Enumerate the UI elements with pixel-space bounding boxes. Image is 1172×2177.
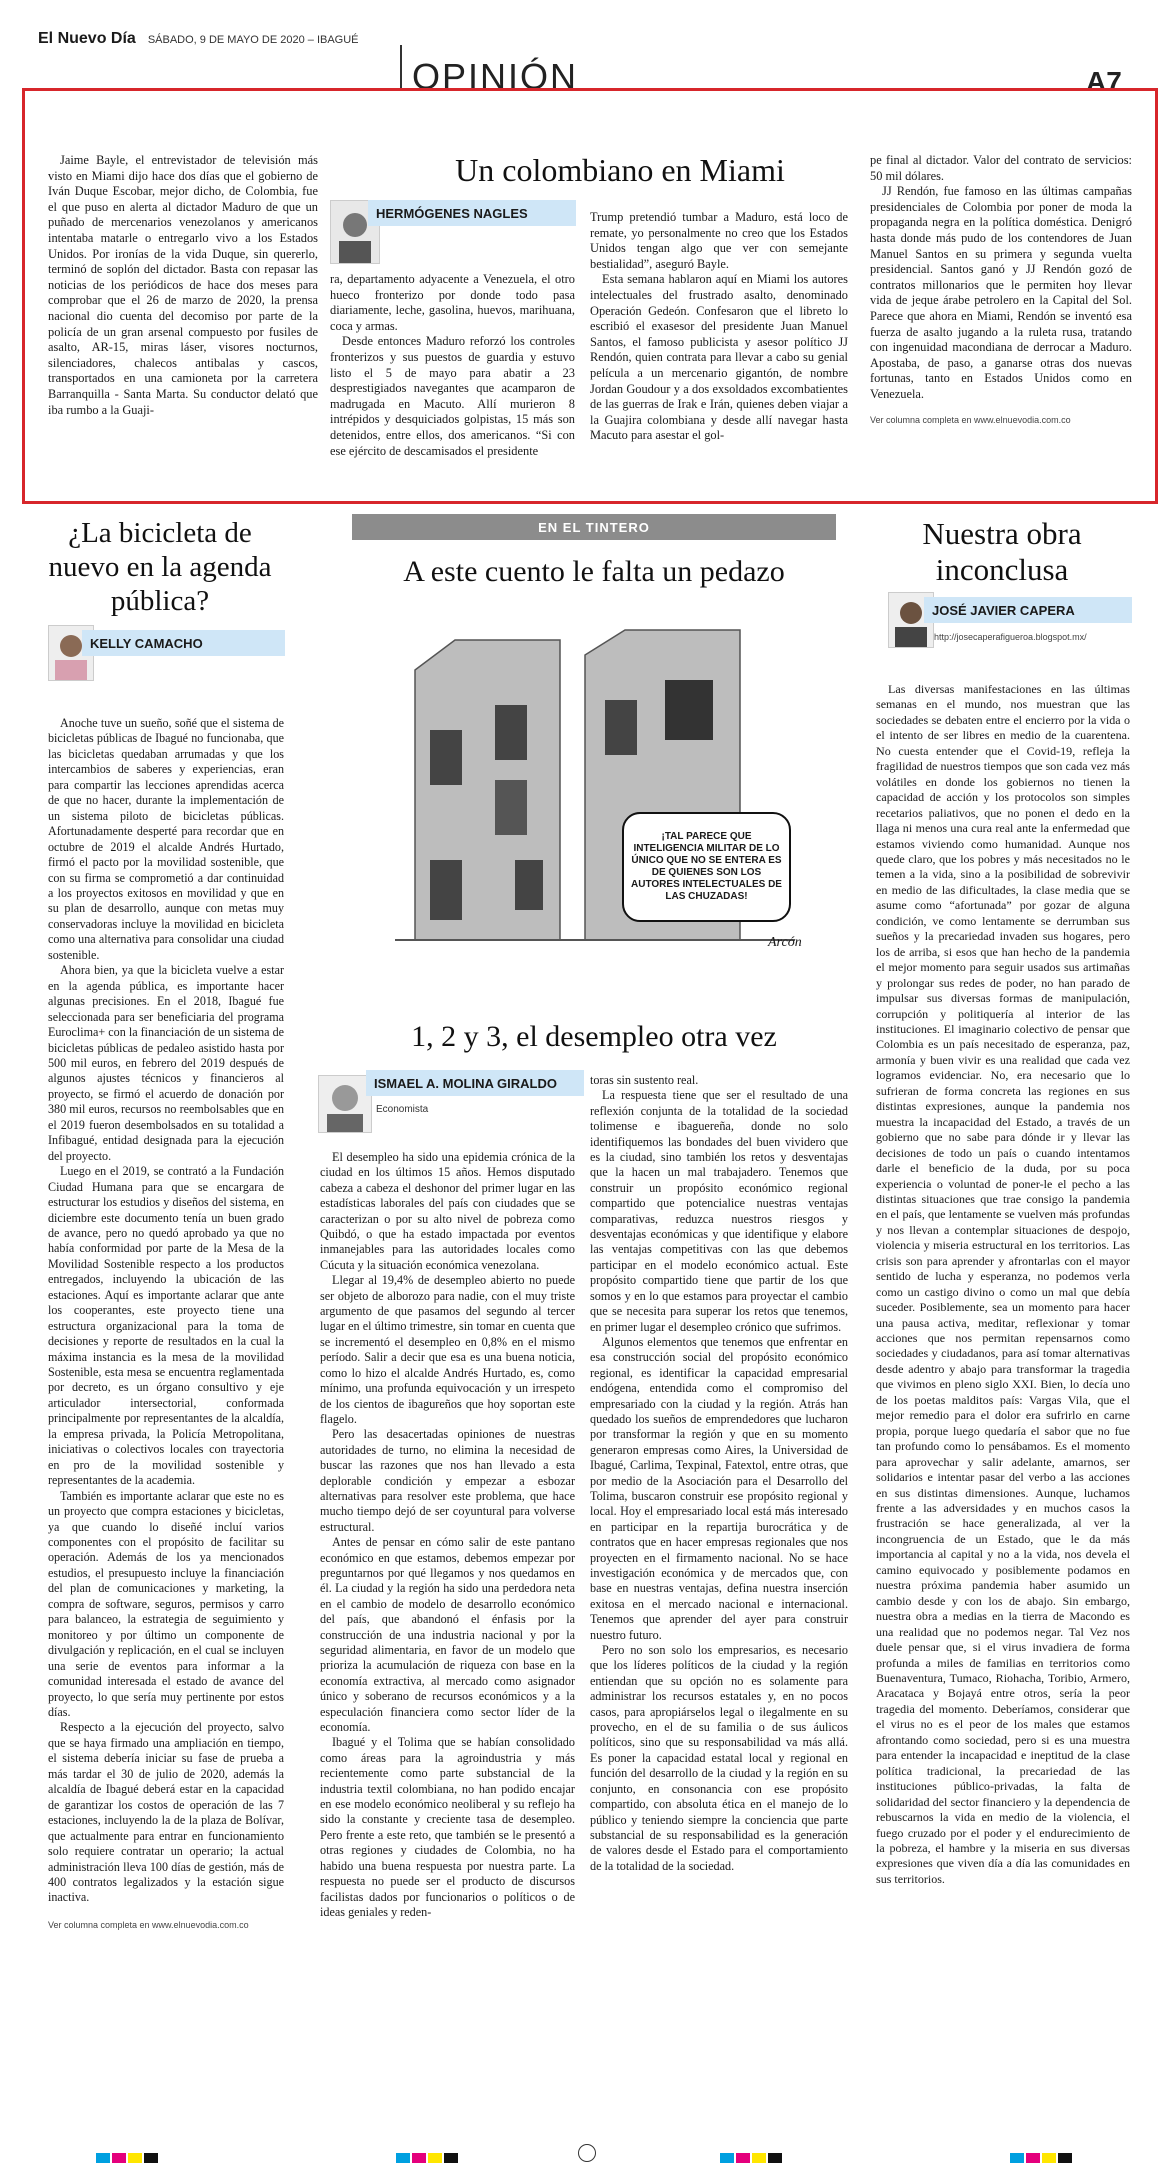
tintero-title: A este cuento le falta un pedazo (403, 555, 785, 588)
cartoon-signature: Arcón (768, 935, 802, 950)
article3-col2 (590, 1073, 848, 1874)
paragraph: El desempleo ha sido una epidemia crónica de la ciudad en los últimos 15 años. Hemos disputado cabeza a cabeza el deshonor del primer lugar en las estadísticas laborales del país con ciudades que se caracterizan o por su alto nivel de pobreza como Quibdó, o que ha estado impactada por eventos inmanejables para las autoridades locales como Cúcuta y la situación económica venezolana. (320, 1150, 575, 1272)
article4-author (924, 597, 1132, 623)
more-link[interactable]: Ver columna completa en www.elnuevodia.com.co (48, 1919, 249, 1930)
article3-col1 (320, 1150, 575, 1920)
article1-col3 (590, 210, 848, 444)
article4-body (876, 682, 1130, 1887)
section-divider-line (400, 45, 402, 90)
author-photo (318, 1075, 372, 1133)
paragraph: Antes de pensar en cómo salir de este pantano económico en que estamos, debemos empezar por preguntarnos por qué llegamos y nos quedamos en él. La ciudad y la región ha sido una perdedora neta en el cambio de modelo de desarrollo económico del país, que abandonó el énfasis por la construcción de una industria nacional y por la seguridad alimentaria, en favor de un modelo que prioriza la acumulación de riqueza con base en la economía extractiva, al mercado como asignador único y soberano de recursos económicos y a la especulación financiera como sector líder de la economía. (320, 1535, 575, 1735)
article1-col4 (870, 153, 1132, 428)
paragraph: Pero no son solo los empresarios, es necesario que los líderes políticos de la ciudad y la región entiendan que su opción no es solamente para administrar los recursos estatales y, en no pocos casos, para apropiárselos legal o ilegalmente en su provecho, en el de su familia o de sus áulicos políticos, sino que su responsabilidad va más allá. Es poner la capacidad estatal local y regional en función del desarrollo de la ciudad y la región en su conjunto, en consonancia con ese propósito compartido, con absoluta ética en el manejo de lo público y teniendo siempre la conciencia que parte substancial de su responsabilidad es la generación de valores desde el Estado para el comportamiento de la totalidad de la sociedad. (590, 1643, 848, 1873)
author-name: KELLY CAMACHO (90, 635, 203, 651)
color-registration-marks (720, 2150, 784, 2168)
color-registration-marks (396, 2150, 460, 2168)
paragraph: JJ Rendón, fue famoso en las últimas campañas presidenciales de Colombia por poner de moda la propaganda negra en la política doméstica. Denigró hasta donde más pudo de los contendores de Juan Manuel Santos en su primera y segunda vuelta presidencial. Santos ganó y JJ Rendón gozó de contratos millonarios que le permiten hoy llevar vida de jeque árabe petrolero en la Capital del Sol. Parece que ahora en Miami, Rendón se inventó esa fuerza de asalto jugando a la ruleta rusa, tratando con ingenuidad macondiana de derrocar a Maduro. Apostaba, de paso, a ganarse otras dos nuevas fortunas, tanto en Estados Unidos como en Venezuela. (870, 184, 1132, 401)
author-name: JOSÉ JAVIER CAPERA (932, 602, 1075, 618)
paragraph: Anoche tuve un sueño, soñé que el sistema de bicicletas públicas de Ibagué no funcionaba, que las bicicletas quedaban arrumadas y que los intercambios de saberes y experiencias, eran para compartir las lecciones aprendidas acerca de que no hacer, durante la implementación de un sistema piloto de bicicletas públicas. Afortunadamente desperté para recordar que en octubre de 2019 el alcalde Andrés Hurtado, firmó el pacto por la movilidad sostenible, que con su firma se comprometió a dar continuidad a los proyectos exitosos en movilidad y que en su plan de desarrollo, aunque con metas muy conservadoras incluye la movilidad en bicicleta como una alternativa para consolidar una ciudad sostenible. (48, 716, 284, 962)
article1-col1 (48, 153, 318, 418)
paragraph: La respuesta tiene que ser el resultado de una reflexión conjunta de la totalidad de la sociedad tolimense e ibaguereña, donde no solo identifiquemos las bondades del buen vividero que es la ciudad, sino también los retos y desventajas que la hacen un mal trabajadero. Tenemos que construir un propósito económico regional compartido que potencialice nuestras ventajas comparativas, reduzca nuestros riesgos y desventajas económicas y que identifique y elabore las ventajas competitivas con las que debemos participar en el modelo económico actual. Este propósito compartido tiene que partir de los que somos y en lo que estamos para proyectar el cambio que se necesita para superar los retos que tenemos, en primer lugar el desempleo crónico que sufrimos. (590, 1088, 848, 1334)
tintero-label: EN EL TINTERO (538, 519, 650, 535)
paragraph: pe final al dictador. Valor del contrato de servicios: 50 mil dólares. (870, 153, 1132, 183)
paragraph: También es importante aclarar que este no es un proyecto que compra estaciones y bicicletas, ya que cuando lo diseñé incluí varios componentes con el propósito de facilitar su operación. Además de los ya mencionados estudios, el presupuesto incluye la financiación del plan de comunicaciones y marketing, la compra de software, seguros, permisos y carro para balanceo, la estrategia de seguimiento y monitoreo y por último un componente de divulgación y replicación, en el cual se incluyen una serie de eventos para informar a la comunidad interesada el estado de avance del proyecto, lo que sería muy pertinente por estos días. (48, 1488, 284, 1719)
author-name: ISMAEL A. MOLINA GIRALDO (374, 1075, 557, 1091)
paragraph: Llegar al 19,4% de desempleo abierto no puede ser objeto de alborozo para nadie, con el muy triste argumento de que pasamos del segundo al tercer lugar en el último trimestre, sin tomar en cuenta que se incrementó el desempleo en 0,8% en el mismo período. Salir a decir que esa es una buena noticia, como lo hizo el alcalde Andrés Hurtado, es, como mínimo, una profunda equivocación y un irrespeto de los cientos de ibagureños que hoy soportan este flagelo. (320, 1273, 575, 1426)
more-link[interactable]: Ver columna completa en www.elnuevodia.com.co (870, 414, 1071, 425)
article2-author (82, 630, 285, 656)
paragraph: Pero las desacertadas opiniones de nuestras autoridades de turno, no elimina la necesidad de buscar las razones que nos han llevado a esta deplorable condición y empezar a esbozar alternativas para resolver este problema, que hace mucho tiempo dejó de ser coyuntural para volverse estructural. (320, 1427, 575, 1534)
author-role: Economista (376, 1104, 429, 1115)
newspaper-logo: El Nuevo Día (38, 30, 136, 47)
article2-title: ¿La bicicleta de nuevo en la agenda pública? (48, 517, 272, 617)
paragraph: Ibagué y el Tolima que se habían consolidado como áreas para la agroindustria y más recientemente como parte substancial de la industria textil colombiana, no han podido encajar en ese modelo económico neoliberal y su reflejo ha sido la constante y creciente tasa de desempleo. Pero frente a este reto, que también se le presentó a otras regiones y ciudades de Colombia, no ha habido una buena respuesta por nuestra parte. La respuesta no puede ser el producto de discursos facilistas dados por funcionarios o políticos o de ideas geniales y reden- (320, 1735, 575, 1919)
section-title: OPINIÓN (412, 56, 579, 97)
article1-author (368, 200, 576, 226)
paragraph: Desde entonces Maduro reforzó los controles fronterizos y sus puestos de guardia y estuvo listo el 5 de mayo para abatir a 23 desprestigiados navegantes que acamparon de madrugada en Macuto. Allí murieron 8 intrépidos y desquiciados golpistas, 15 más son detenidos, entre ellos, dos americanos. “Si con ese ejército de descamisados el presidente (330, 334, 575, 458)
crosshair-icon (578, 2144, 596, 2162)
paragraph: toras sin sustento real. (590, 1073, 699, 1087)
paragraph: Esta semana hablaron aquí en Miami los autores intelectuales del frustrado asalto, denominado Operación Gedeón. Confesaron que el libreto lo escribió el exasesor del presidente Juan Manuel Santos, el famoso publicista y asesor político JJ Rendón, quien contrata para llevar a cabo su genial película a un mercenario gigantón, de nombre Jordan Goudour y a dos exsoldados excombatientes de las guerras de Irak e Irán, quienes deben viajar a la Guajira colombiana y desde allí navegar hasta Macuto para asestar el gol- (590, 272, 848, 443)
masthead (38, 30, 1138, 52)
article1-title: Un colombiano en Miami (455, 152, 785, 188)
article3-author (366, 1070, 584, 1096)
author-blog-link[interactable]: http://josecaperafigueroa.blogspot.mx/ (934, 632, 1087, 642)
paragraph: Respecto a la ejecución del proyecto, salvo que se haya firmado una ampliación en tiempo, el sistema debería iniciar su fase de prueba a más tardar el 30 de julio de 2020, además la alcaldía de Ibagué deberá estar en la capacidad de garantizar los costos de operación de las 7 estaciones, incluyendo la de la plaza de Bolívar, que actualmente para entrar en funcionamiento solo requiere contratar un operario; la actual administración lleva 100 días de gestión, más de 400 contratos legalizados y la estación sigue inactiva. (48, 1720, 284, 1905)
speech-bubble (622, 812, 791, 922)
tintero-label-bar (352, 514, 836, 540)
paragraph: Algunos elementos que tenemos que enfrentar en esa construcción social del propósito económico regional, es identificar la capacidad empresarial endógena, entendida como el compromiso del empresariado con la ciudad y la región. Atrás han quedado los sueños de emprendedores que lucharon por transformar la región y que en su momento generaron empresas como Aires, la Universidad de Ibagué, Carlima, Texpinal, Fatextol, entre otras, que por medio de la Asociación para el Desarrollo del Tolima, buscaron construir ese propósito regional y local. Hoy el empresariado local está más interesado en participar en la repartija burocrática y de contratos que en hacer empresas regionales que nos proyecten en el firmamento nacional. No se hace investigación económica y de mercados que, con base en nuestras ventajas, defina nuestra inserción exitosa en el mercado nacional e internacional. Tenemos que aprender del ayer para construir nuestro futuro. (590, 1334, 848, 1642)
color-registration-marks (96, 2150, 160, 2168)
paragraph: Luego en el 2019, se contrató a la Fundación Ciudad Humana para que se encargara de estructurar los estudios y diseños del sistema, en diciembre este documento tenía un buen grado de avance, pero no quedó aprobado ya que no había conformidad por parte de la Mesa de la Movilidad Sostenible respecto a los productos entregados, incluyendo la ubicación de las estaciones. Aquí es importante aclarar que ante los cooperantes, este proyecto tiene una estructura organizacional para la toma de decisiones y reporte de resultados en la cual la máxima instancia es la mesa de la movilidad Sostenible, esta mesa se encuentra reglamentada por decreto, es un órgano consultivo y eje articulador intersectorial, conformada principalmente por representantes de la alcaldía, la empresa privada, la Policía Metropolitana, iniciativas o colectivos locales con trayectoria en pro de la movilidad sostenible y representantes de la academia. (48, 1164, 284, 1488)
author-name: HERMÓGENES NAGLES (376, 205, 528, 221)
speech-bubble-text: ¡TAL PARECE QUE INTELIGENCIA MILITAR DE LO ÚNICO QUE NO SE ENTERA ES DE QUIENES SON LOS AUTORES INTELECTUALES DE LAS CHUZADAS! (631, 831, 782, 902)
article2-body (48, 716, 284, 1933)
paragraph: Jaime Bayle, el entrevistador de televisión más visto en Miami dijo hace dos días que el gobierno de Iván Duque Escobar, mejor dicho, de Colombia, fue el que puso en alerta al dictador Maduro de que un puñado de mercenarios venezolanos y americanos intentaba matarle o entregarlo vivo a los Estados Unidos. Por ironías de la vida Duque, sin quererlo, terminó de soplón del dictador. Basta con repasar las noticias de los periódicos de hace dos meses para comprobar que el 26 de marzo de 2020, la prensa nacional dio cuenta del decomiso por parte de la policía de un gran arsenal compuesto por fusiles de asalto, AR-15, miras láser, visores nocturnos, silenciadores, chalecos antibalas y cascos, transportados en una camioneta por la carretera Barranquilla - Santa Marta. Su conductor delató que iba rumbo a la Guaji- (48, 153, 318, 417)
paragraph: Ahora bien, ya que la bicicleta vuelve a estar en la agenda pública, es importante hacer algunas precisiones. En el 2018, Ibagué fue seleccionada para ser beneficiaria del programa Euroclima+ con la financiación de un sistema de bicicletas públicas de pedaleo asistido hasta por 500 mil euros, en febrero del 2019 después de algunos ajustes técnicos y financieros al proyecto, se firmó el acuerdo de donación por 380 mil euros, recursos no reembolsables que en el 2019 fueron desembolsados en su totalidad a Infibagué, entidad designada para la ejecución del proyecto. (48, 963, 284, 1163)
article4-title: Nuestra obra inconclusa (922, 516, 1082, 587)
color-registration-marks (1010, 2150, 1074, 2168)
issue-date: SÁBADO, 9 DE MAYO DE 2020 – IBAGUÉ (147, 34, 359, 46)
page-number: A7 (1086, 66, 1122, 97)
article3-title: 1, 2 y 3, el desempleo otra vez (411, 1020, 777, 1053)
paragraph: Las diversas manifestaciones en las últimas semanas en el mundo, nos muestran que las sociedades se debaten entre el encierro por la vida o el intento de ser libres en medio de la cuarentena. No cuesta entender que el Covid-19, refleja la fragilidad de nuestros tiempos que son cada vez más volátiles en donde los gobiernos no tienen la capacidad de acción y los protocolos son simples recetarios paliativos, que no ponen el dedo en la llaga ni menos una cura real ante la enfermedad que estamos viviendo como humanidad. Aunque nos quede claro, que los pobres y más necesitados no le temen a la vida, sino a la posibilidad de sobrevivir en medio de las dificultades, la clase media que se asume como “afortunada” por gozar de alguna condición, ve como lentamente se derrumban sus sueños y la precariedad invaden sus hogares, pero los de arriba, si esos que han hecho de la pandemia el mejor momento para seguir usados sus artimañas y prolongar sus redes de poder, no han parado de impulsar sus diversas formas de manipulación, corrupción y politiquería al interior de las instituciones. El imaginario colectivo de pensar que Colombia es un país necesitado de esperanza, paz, armonía y buen vivir es una realidad que cada vez logramos evidenciar. No, era necesario que lo sufrieran de forma concreta las regiones en sus distintas expresiones, aunque la pandemia nos muestra la incapacidad del Estado, a través de un gobierno que no sabe para dónde ir y llevar las decisiones de todo un país o cuando intentamos darle el beneficio de la duda, por su poca experiencia o voluntad de poner-le el pecho a las distintas situaciones que trae consigo la pandemia en el país, que lentamente se vuelven más profundas y nos llevan a contemplar situaciones de despojo, violencia y miseria estructural en los territorios. Las crisis son para aprender y afrontarlas con el mayor sentido de lucha y esperanza, no podemos verla como un castigo divino o como un mal que debía suceder. Posiblemente, sea un momento para hacer una pausa activa, meditar, reflexionar y tomar acciones que nos permitan repensarnos como sociedades y ciudadanos, para así tomar alternativas desde adentro y abajo para transformar la tragedia que vivimos en pleno siglo XXI. Bien, lo decía uno de los poetas malditos país: Vargas Vila, que el mejor remedio para el dolor era sufrirlo en carne propia, porque luego quedaría el sabor que no fue tan profundo como lo pensábamos. Es el momento para aprovechar y salir adelante, amarnos, ser solidarios e intentar pasar del verbo a las acciones en sus distintas dimensiones. Aunque, luchamos frente a las adversidades y en muchos casos la frustración se hace generalizada, al ver la incongruencia de un Estado, que le da más importancia al capital y no a la vida, nos devela el camino equivocado y posiblemente podamos en nuestra próxima pandemia haber asumido un cambio desde y con los de abajo. Sin embargo, nuestra obra a medias en la tierra de Macondo es una realidad que no podemos negar. Tal Vez nos duele pensar que, si el virus invadiera de forma profunda a miles de familias en territorios como Buenaventura, Tumaco, Riohacha, Toribio, Armero, Aracataca y Bojayá entre otros, sería la peor tragedia del momento. Deberíamos, considerar que el virus no es el peor de los males que estamos afrontando como sociedad, pero si es una muestra para entender la incapacidad e ineptitud de la clase política tradicional, la precariedad de las instituciones público-privadas, la falta de solidaridad del sector financiero y la dependencia de rebuscarnos la vida en medio de la violencia, el fuego cruzado por el poder y el endurecimiento de la pobreza, el hambre y la miseria en sus diversas expresiones que viven día a día las comunidades en sus territorios. (876, 682, 1130, 1886)
paragraph: Trump pretendió tumbar a Maduro, está loco de remate, yo personalmente no creo que los Estados Unidos tengan algo que ver con semejante bestialidad”, aseguró Bayle. (590, 210, 848, 271)
paragraph: ra, departamento adyacente a Venezuela, el otro hueco fronterizo por donde todo pasa diariamente, leche, gasolina, huevos, marihuana, coca y armas. (330, 272, 575, 333)
portrait-icon (319, 1076, 371, 1132)
article1-col2 (330, 272, 575, 459)
